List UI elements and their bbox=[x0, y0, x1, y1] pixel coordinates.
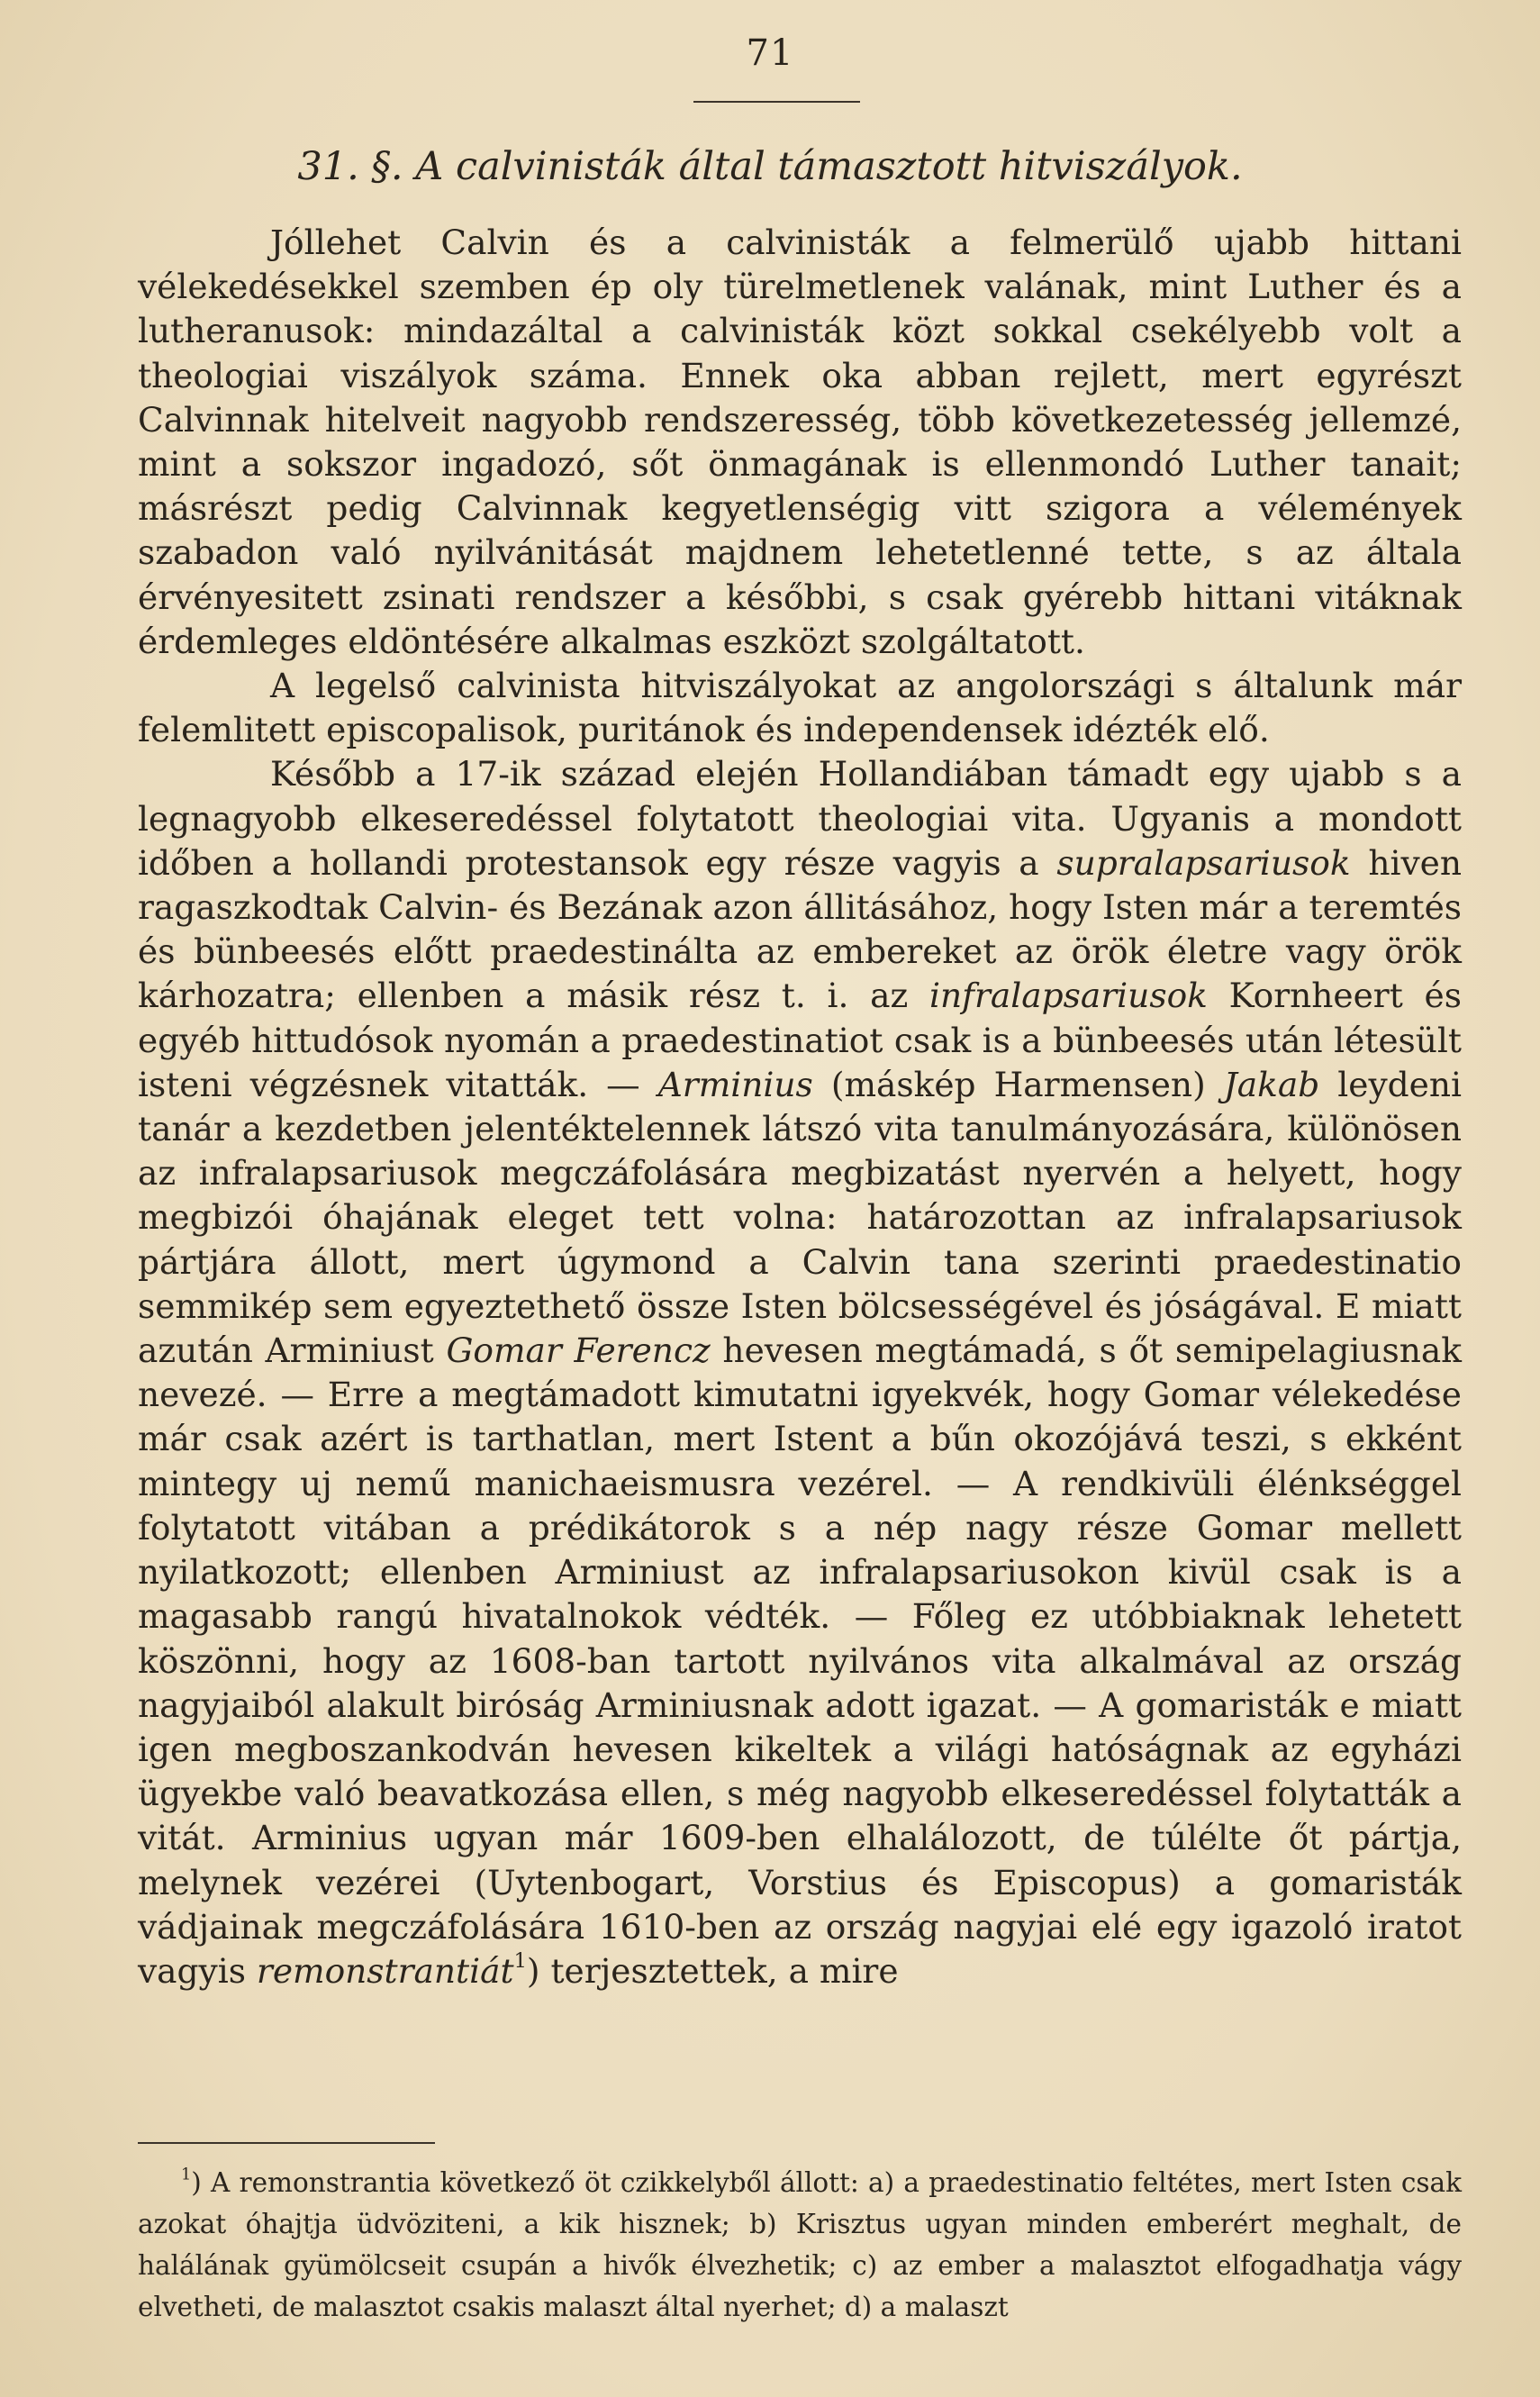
italic-term: Arminius bbox=[657, 1064, 813, 1104]
text-run: leydeni tanár a kezdetben jelentéktelennek látszó vita tanulmányozására, különösen az infralapsariusok megczáfolására megbizatást nyervén a helyett, hogy megbizói óhajának eleget tett volna: határozottan az infralapsariusok pártjára állott, mert úgymond a Calvin tana szerinti praedestinatio semmikép sem egyeztethető össze Isten bölcsességével és jóságával. E miatt azután Arminiust bbox=[138, 1064, 1462, 1371]
page-number: 71 bbox=[746, 32, 794, 74]
paragraph bbox=[138, 221, 1462, 664]
text-run: Jóllehet Calvin és a calvinisták a felmerülő ujabb hittani vélekedésekkel szemben ép oly türelmetlenek valának, mint Luther és a lutheranusok: mindazáltal a calvinisták közt sokkal csekélyebb volt a theologiai viszályok száma. Ennek oka abban rejlett, mert egyrészt Calvinnak hitelveit nagyobb rendszeresség, több következetesség jellemzé, mint a sokszor ingadozó, sőt önmagának is ellenmondó Luther tanait; másrészt pedig Calvinnak kegyetlenségig vitt szigora a vélemények szabadon való nyilvánitását majdnem lehetetlenné tette, s az általa érvényesitett zsinati rendszer a későbbi, s csak gyérebb hittani vitáknak érdemleges eldöntésére alkalmas eszközt szolgáltatott. bbox=[138, 222, 1462, 661]
footnote-rule bbox=[138, 2142, 435, 2144]
text-run: hiven ragaszkodtak Calvin- és Bezának azon állitásához, hogy Isten már a teremtés és bünbeesés előtt praedestinálta az embereket az örök életre vagy örök kárhozatra; ellenben a másik rész t. i. az bbox=[138, 842, 1462, 1016]
footnote bbox=[138, 2162, 1462, 2328]
footnote-ref: 1 bbox=[513, 1949, 527, 1974]
italic-term: Gomar Ferencz bbox=[446, 1330, 711, 1371]
italic-term: remonstrantiát bbox=[256, 1950, 514, 1991]
body-text bbox=[138, 221, 1462, 1993]
text-run: A legelső calvinista hitviszályokat az angolországi s általunk már felemlitett episcopalisok, puritánok és independensek idézték elő. bbox=[138, 666, 1462, 750]
italic-term: infralapsariusok bbox=[929, 976, 1208, 1016]
italic-term: supralapsariusok bbox=[1056, 842, 1351, 883]
footnote-marker: 1 bbox=[181, 2165, 192, 2184]
text-run: ) terjesztettek, a mire bbox=[526, 1950, 899, 1991]
text-run: hevesen megtámadá, s őt semipelagiusnak nevezé. — Erre a megtámadott kimutatni igyekvék, hogy Gomar vélekedése már csak azért is tarthatlan, mert Istent a bűn okozójává teszi, s ekként mintegy uj nemű manichaeismusra vezérel. — A rendkivüli élénkséggel folytatott vitában a prédikátorok s a nép nagy része Gomar mellett nyilatkozott; ellenben Arminiust az infralapsariusokon kivül csak is a magasabb rangú hivatalnokok védték. — Főleg ez utóbbiaknak lehetett köszönni, hogy az 1608-ban tartott nyilvános vita alkalmával az ország nagyjaiból alakult biróság Arminiusnak adott igazat. — A gomaristák e miatt igen megboszankodván hevesen kikeltek a világi hatóságnak az egyházi ügyekbe való beavatkozása ellen, s még nagyobb elkeseredéssel folytatták a vitát. Arminius ugyan már 1609-ben elhalálozott, de túlélte őt pártja, melynek vezérei (Uytenbogart, Vorstius és Episcopus) a gomaristák vádjainak megczáfolására 1610-ben az ország nagyjai elé egy igazoló iratot vagyis bbox=[138, 1330, 1462, 1991]
footnote-text: ) A remonstrantia következő öt czikkelyből állott: a) a praedestinatio feltétes, mert Isten csak azokat óhajtja üdvöziteni, a kik hisznek; b) Krisztus ugyan minden emberért meghalt, de halálának gyümölcseit csupán a hivők élvezhetik; c) az ember a malasztot elfogadhatja vágy elvetheti, de malasztot csakis malaszt által nyerhet; d) a malaszt bbox=[138, 2167, 1462, 2322]
paragraph bbox=[138, 752, 1462, 1993]
header-rule bbox=[693, 101, 860, 103]
section-heading: 31. §. A calvinisták által támasztott hitviszályok. bbox=[297, 144, 1243, 189]
text-run: Kornheert és egyéb hittudósok nyomán a praedestinatiot csak is a bünbeesés után létesült isteni végzésnek vitatták. — bbox=[138, 976, 1462, 1104]
text-run: (máskép Harmensen) bbox=[812, 1064, 1224, 1104]
paragraph bbox=[138, 664, 1462, 752]
italic-term: Jakab bbox=[1223, 1064, 1320, 1104]
text-run: Később a 17-ik század elején Hollandiában támadt egy ujabb s a legnagyobb elkeseredéssel folytatott theologiai vita. Ugyanis a mondott időben a hollandi protestansok egy része vagyis a bbox=[138, 754, 1462, 883]
